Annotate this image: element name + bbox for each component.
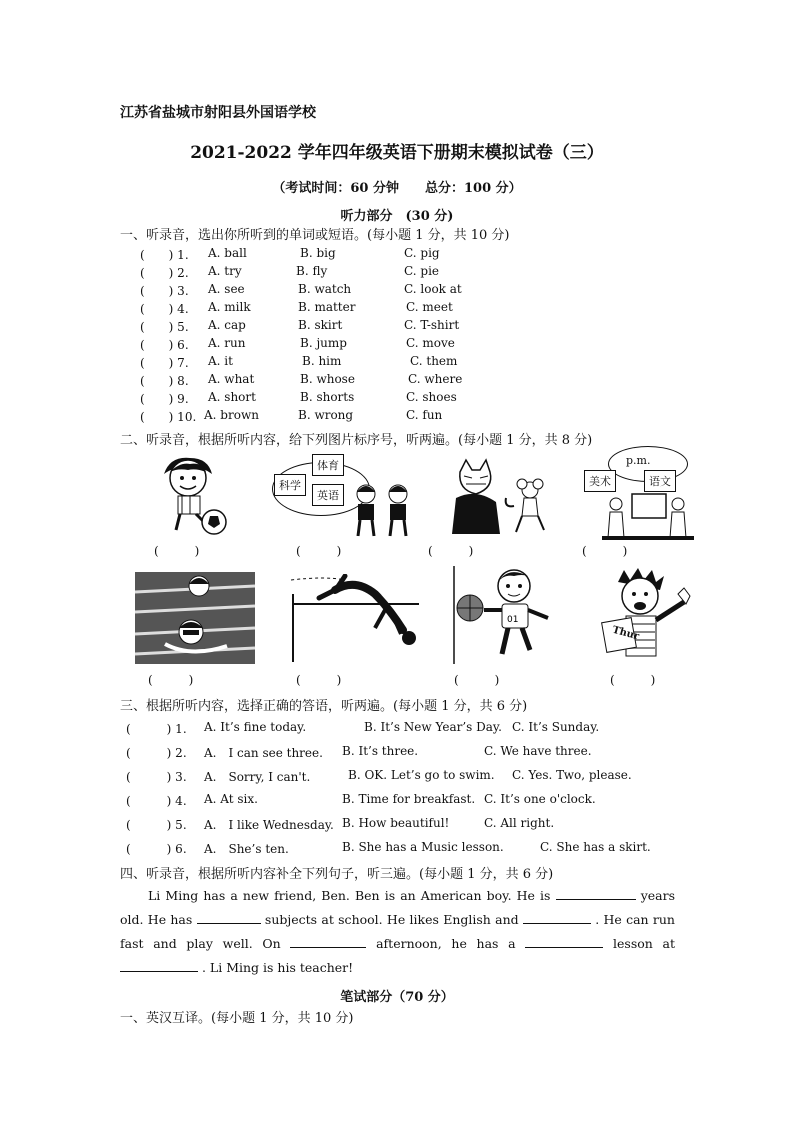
label-english: 英语 bbox=[312, 484, 344, 506]
question-number: ( ) 5. bbox=[140, 320, 189, 334]
cloze-text: afternoon, he has a bbox=[376, 936, 516, 951]
option-a: A. try bbox=[208, 264, 242, 278]
calendar-label: Thur bbox=[611, 624, 641, 643]
writing-part1-instruction: 一、英汉互译。(每小题 1 分，共 10 分) bbox=[120, 1011, 354, 1026]
cat-mouse-icon bbox=[446, 458, 560, 538]
question-number: ( ) 5. bbox=[126, 818, 187, 832]
option-b: B. wrong bbox=[298, 408, 354, 422]
question-number: ( ) 4. bbox=[126, 794, 187, 808]
option-a: A. She’s ten. bbox=[204, 842, 289, 856]
option-b: B. shorts bbox=[300, 390, 355, 404]
question-number: ( ) 3. bbox=[126, 770, 187, 784]
boy-football-icon bbox=[150, 452, 234, 536]
label-science: 科学 bbox=[274, 474, 306, 496]
option-c: C. All right. bbox=[484, 816, 555, 830]
two-boys-icon bbox=[348, 480, 418, 538]
exam-title: 2021-2022 学年四年级英语下册期末模拟试卷（三） bbox=[190, 143, 604, 163]
swimming-icon bbox=[135, 572, 255, 664]
option-c: C. T-shirt bbox=[404, 318, 460, 332]
question-number: ( ) 7. bbox=[140, 356, 189, 370]
question-number: ( ) 1. bbox=[140, 248, 189, 262]
option-c: C. pie bbox=[404, 264, 440, 278]
blank-field[interactable] bbox=[290, 935, 366, 948]
option-a: A. short bbox=[208, 390, 256, 404]
writing-heading: 笔试部分（70 分） bbox=[340, 990, 454, 1005]
option-c: C. It’s one o'clock. bbox=[484, 792, 596, 806]
question-number: ( ) 1. bbox=[126, 722, 187, 736]
cloze-text: Li Ming has a new friend, Ben. Ben is an American boy. He is bbox=[148, 888, 551, 903]
blank-field[interactable] bbox=[523, 911, 591, 924]
option-c: C. meet bbox=[406, 300, 453, 314]
option-a: A. ball bbox=[208, 246, 247, 260]
question-number: ( ) 10. bbox=[140, 410, 197, 424]
option-b: B. jump bbox=[300, 336, 347, 350]
boy-calendar-icon bbox=[598, 568, 698, 664]
option-c: C. It’s Sunday. bbox=[512, 720, 600, 734]
high-jump-picture bbox=[285, 574, 421, 664]
option-a: A. brown bbox=[204, 408, 259, 422]
cloze-text: lesson at bbox=[613, 936, 675, 951]
cloze-text: . Li Ming is his teacher! bbox=[201, 960, 354, 975]
option-a: A. It’s fine today. bbox=[204, 720, 307, 734]
answer-paren: ( ) bbox=[582, 544, 628, 558]
part3-instruction: 三、根据所听内容，选择正确的答语，听两遍。(每小题 1 分，共 6 分) bbox=[120, 699, 528, 714]
label-pm: p.m. bbox=[626, 454, 651, 467]
option-b: B. matter bbox=[298, 300, 356, 314]
basketball-picture bbox=[452, 566, 564, 664]
option-b: B. big bbox=[300, 246, 336, 260]
basketball-icon bbox=[452, 566, 564, 664]
question-number: ( ) 9. bbox=[140, 392, 189, 406]
high-jump-icon bbox=[285, 574, 421, 664]
option-c: C. She has a skirt. bbox=[540, 840, 651, 854]
option-c: C. We have three. bbox=[484, 744, 592, 758]
option-b: B. OK. Let’s go to swim. bbox=[348, 768, 495, 782]
classroom-picture bbox=[582, 446, 694, 542]
option-c: C. fun bbox=[406, 408, 443, 422]
option-b: B. It’s three. bbox=[342, 744, 419, 758]
option-b: B. How beautiful! bbox=[342, 816, 450, 830]
school-name: 江苏省盐城市射阳县外国语学校 bbox=[120, 105, 316, 121]
jersey-number-icon: 01 bbox=[507, 615, 519, 625]
exam-subtitle: （考试时间：60 分钟 总分：100 分） bbox=[272, 181, 522, 196]
option-b: B. She has a Music lesson. bbox=[342, 840, 504, 854]
option-c: C. shoes bbox=[406, 390, 457, 404]
blank-field[interactable] bbox=[197, 911, 261, 924]
option-c: C. pig bbox=[404, 246, 440, 260]
option-a: A. milk bbox=[208, 300, 251, 314]
answer-paren: ( ) bbox=[428, 544, 474, 558]
cloze-text: . He can run fast and play well. On bbox=[120, 912, 675, 951]
subjects-picture bbox=[272, 452, 422, 540]
answer-paren: ( ) bbox=[610, 673, 656, 687]
question-number: ( ) 8. bbox=[140, 374, 189, 388]
label-art: 美术 bbox=[584, 470, 616, 492]
option-b: B. whose bbox=[300, 372, 355, 386]
option-a: A. what bbox=[208, 372, 255, 386]
cloze-passage bbox=[120, 884, 675, 980]
option-c: C. Yes. Two, please. bbox=[512, 768, 632, 782]
label-chinese: 语文 bbox=[644, 470, 676, 492]
part4-instruction: 四、听录音，根据所听内容补全下列句子，听三遍。(每小题 1 分，共 6 分) bbox=[120, 867, 554, 882]
option-a: A. cap bbox=[208, 318, 246, 332]
question-number: ( ) 3. bbox=[140, 284, 189, 298]
blank-field[interactable] bbox=[556, 887, 636, 900]
question-number: ( ) 6. bbox=[140, 338, 189, 352]
option-b: B. watch bbox=[298, 282, 352, 296]
boy-football-picture bbox=[150, 452, 234, 536]
teachers-icon bbox=[602, 492, 694, 542]
option-c: C. move bbox=[406, 336, 455, 350]
blank-field[interactable] bbox=[120, 959, 198, 972]
option-b: B. It’s New Year’s Day. bbox=[364, 720, 502, 734]
cloze-text: years old. He has bbox=[120, 888, 675, 927]
boy-thursday-picture bbox=[598, 568, 698, 664]
option-c: C. them bbox=[410, 354, 458, 368]
cloze-text: subjects at school. He likes English and bbox=[264, 912, 519, 927]
option-a: A. Sorry, I can't. bbox=[204, 770, 311, 784]
answer-paren: ( ) bbox=[154, 544, 200, 558]
blank-field[interactable] bbox=[525, 935, 603, 948]
swimming-picture bbox=[135, 572, 255, 664]
option-b: B. Time for breakfast. bbox=[342, 792, 476, 806]
answer-paren: ( ) bbox=[148, 673, 194, 687]
option-a: A. run bbox=[208, 336, 246, 350]
option-a: A. At six. bbox=[204, 792, 258, 806]
option-c: C. where bbox=[408, 372, 463, 386]
option-b: B. fly bbox=[296, 264, 328, 278]
option-a: A. see bbox=[208, 282, 245, 296]
answer-paren: ( ) bbox=[454, 673, 500, 687]
cat-mouse-picture bbox=[446, 458, 560, 538]
question-number: ( ) 4. bbox=[140, 302, 189, 316]
answer-paren: ( ) bbox=[296, 673, 342, 687]
part1-instruction: 一、听录音，选出你所听到的单词或短语。(每小题 1 分，共 10 分) bbox=[120, 228, 510, 243]
question-number: ( ) 2. bbox=[126, 746, 187, 760]
option-b: B. skirt bbox=[298, 318, 343, 332]
answer-paren: ( ) bbox=[296, 544, 342, 558]
listening-heading: 听力部分 (30 分) bbox=[340, 209, 454, 224]
option-b: B. him bbox=[302, 354, 342, 368]
option-a: A. I like Wednesday. bbox=[204, 818, 334, 832]
option-c: C. look at bbox=[404, 282, 462, 296]
part2-instruction: 二、听录音，根据所听内容，给下列图片标序号，听两遍。(每小题 1 分，共 8 分) bbox=[120, 433, 593, 448]
question-number: ( ) 2. bbox=[140, 266, 189, 280]
question-number: ( ) 6. bbox=[126, 842, 187, 856]
option-a: A. I can see three. bbox=[204, 746, 323, 760]
option-a: A. it bbox=[208, 354, 233, 368]
label-pe: 体育 bbox=[312, 454, 344, 476]
